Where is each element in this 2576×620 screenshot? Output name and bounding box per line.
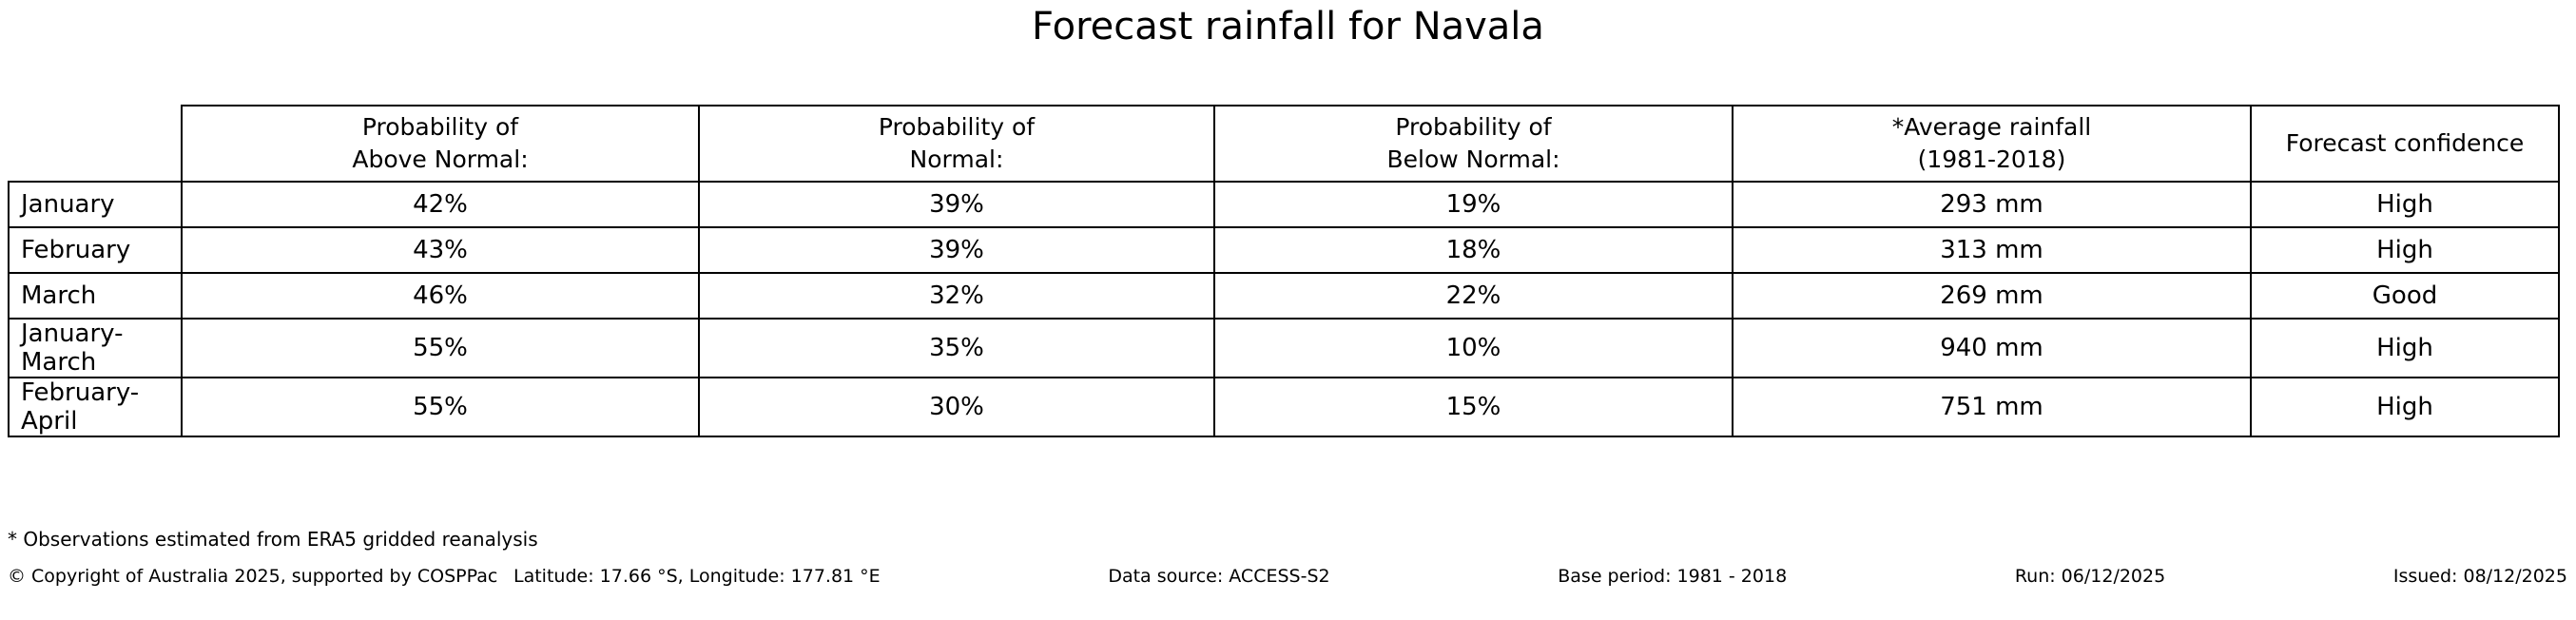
row-label: January — [9, 182, 182, 227]
base-period: Base period: 1981 - 2018 — [1558, 566, 1788, 587]
table-row — [9, 182, 2559, 227]
cell-forecast-confidence: High — [2251, 227, 2559, 273]
cell-normal: 35% — [699, 319, 1214, 378]
header-line-1: Probability of — [878, 113, 1036, 141]
row-label: March — [9, 273, 182, 319]
table-row — [9, 378, 2559, 436]
table-body — [9, 182, 2559, 436]
cell-above-normal: 55% — [182, 319, 699, 378]
cell-below-normal: 18% — [1214, 227, 1733, 273]
row-label: February — [9, 227, 182, 273]
footer — [0, 566, 2576, 604]
cell-normal: 39% — [699, 227, 1214, 273]
table-row — [9, 273, 2559, 319]
footnote: * Observations estimated from ERA5 gridded reanalysis — [8, 528, 538, 551]
header-line-1: *Average rainfall — [1891, 113, 2092, 141]
header-line-2: Below Normal: — [1386, 145, 1560, 173]
cell-below-normal: 10% — [1214, 319, 1733, 378]
cell-normal: 32% — [699, 273, 1214, 319]
cell-normal: 30% — [699, 378, 1214, 436]
cell-forecast-confidence: High — [2251, 319, 2559, 378]
data-source: Data source: ACCESS-S2 — [1108, 566, 1330, 587]
cell-forecast-confidence: High — [2251, 182, 2559, 227]
header-line-2: Normal: — [909, 145, 1004, 173]
header-row — [9, 106, 2559, 182]
cell-below-normal: 22% — [1214, 273, 1733, 319]
table-row — [9, 227, 2559, 273]
cell-average-rainfall: 751 mm — [1733, 378, 2251, 436]
table-header — [9, 106, 2559, 182]
header-line-2: Above Normal: — [352, 145, 529, 173]
page-title: Forecast rainfall for Navala — [1032, 5, 1544, 48]
cell-below-normal: 15% — [1214, 378, 1733, 436]
header-line-2: (1981-2018) — [1917, 145, 2066, 173]
cell-normal: 39% — [699, 182, 1214, 227]
cell-forecast-confidence: High — [2251, 378, 2559, 436]
cell-above-normal: 55% — [182, 378, 699, 436]
header-cell-corner — [9, 106, 182, 182]
copyright-text: © Copyright of Australia 2025, supported by COSPPac — [8, 566, 498, 587]
header-cell-forecast-confidence: Forecast confidence — [2251, 106, 2559, 182]
cell-below-normal: 19% — [1214, 182, 1733, 227]
footer-metadata — [513, 566, 2567, 587]
row-label: February-April — [9, 378, 182, 436]
header-cell-normal — [699, 106, 1214, 182]
header-cell-average-rainfall — [1733, 106, 2251, 182]
cell-average-rainfall: 269 mm — [1733, 273, 2251, 319]
cell-above-normal: 43% — [182, 227, 699, 273]
cell-average-rainfall: 313 mm — [1733, 227, 2251, 273]
cell-average-rainfall: 293 mm — [1733, 182, 2251, 227]
cell-average-rainfall: 940 mm — [1733, 319, 2251, 378]
run-date: Run: 06/12/2025 — [2014, 566, 2166, 587]
row-label: January-March — [9, 319, 182, 378]
cell-above-normal: 42% — [182, 182, 699, 227]
header-line-1: Probability of — [1395, 113, 1552, 141]
table-row — [9, 319, 2559, 378]
forecast-table-container — [8, 105, 2566, 437]
cell-forecast-confidence: Good — [2251, 273, 2559, 319]
latitude-longitude: Latitude: 17.66 °S, Longitude: 177.81 °E — [513, 566, 881, 587]
forecast-table — [8, 105, 2560, 437]
header-line-1: Probability of — [361, 113, 519, 141]
header-cell-below-normal — [1214, 106, 1733, 182]
issued-date: Issued: 08/12/2025 — [2392, 566, 2567, 587]
header-cell-above-normal — [182, 106, 699, 182]
cell-above-normal: 46% — [182, 273, 699, 319]
